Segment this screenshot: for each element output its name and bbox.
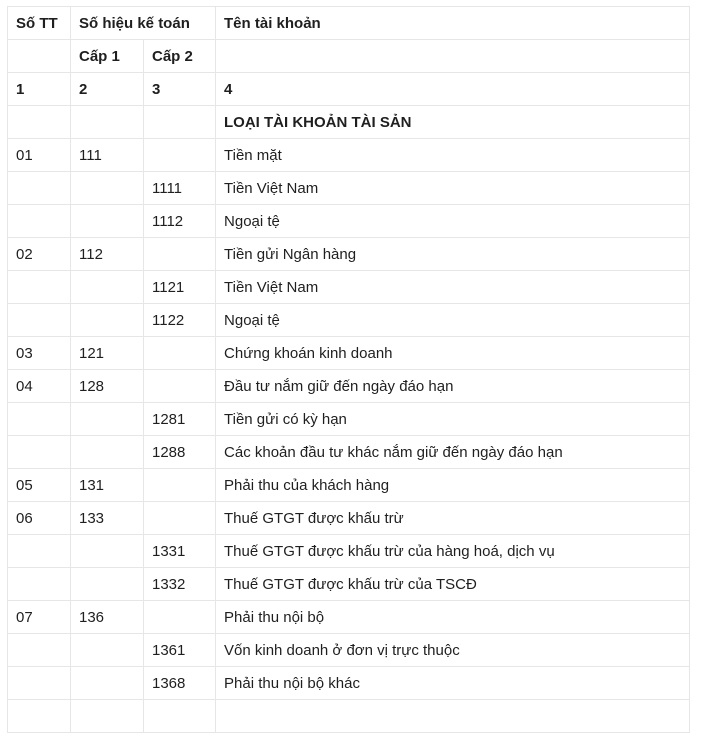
account-name-cell: Tiền Việt Nam — [216, 271, 690, 304]
account-name-cell: Tiền gửi Ngân hàng — [216, 238, 690, 271]
stt-cell: 02 — [8, 238, 71, 271]
stt-cell — [8, 403, 71, 436]
level2-code-cell: 1288 — [144, 436, 216, 469]
column-number-row — [8, 73, 690, 106]
stt-cell: 07 — [8, 601, 71, 634]
stt-cell — [8, 271, 71, 304]
level1-code-cell — [71, 568, 144, 601]
account-name-cell: Tiền mặt — [216, 139, 690, 172]
level2-code-cell — [144, 238, 216, 271]
level2-code-cell: 1331 — [144, 535, 216, 568]
account-name-cell: Đầu tư nắm giữ đến ngày đáo hạn — [216, 370, 690, 403]
level1-code-cell: 136 — [71, 601, 144, 634]
stt-cell: 05 — [8, 469, 71, 502]
table-row — [8, 172, 690, 205]
table-row — [8, 271, 690, 304]
level2-code-cell — [144, 469, 216, 502]
account-name-cell: Các khoản đầu tư khác nắm giữ đến ngày đáo hạn — [216, 436, 690, 469]
level2-code-cell — [144, 502, 216, 535]
stt-cell: 04 — [8, 370, 71, 403]
col-number: 2 — [71, 73, 144, 106]
table-row — [8, 469, 690, 502]
empty-cell — [71, 106, 144, 139]
stt-cell — [8, 436, 71, 469]
level2-code-cell: 1112 — [144, 205, 216, 238]
level1-code-cell — [71, 304, 144, 337]
account-name-cell: Ngoại tệ — [216, 304, 690, 337]
empty-cell — [8, 700, 71, 733]
stt-cell — [8, 667, 71, 700]
level1-code-cell — [71, 403, 144, 436]
level2-code-cell: 1111 — [144, 172, 216, 205]
level1-code-cell: 121 — [71, 337, 144, 370]
level1-code-cell — [71, 667, 144, 700]
account-name-cell: Phải thu nội bộ — [216, 601, 690, 634]
empty-cell — [71, 700, 144, 733]
header-level2: Cấp 2 — [144, 40, 216, 73]
level1-code-cell: 131 — [71, 469, 144, 502]
table-row — [8, 601, 690, 634]
level2-code-cell: 1368 — [144, 667, 216, 700]
table-row — [8, 535, 690, 568]
table-row — [8, 139, 690, 172]
level2-code-cell: 1361 — [144, 634, 216, 667]
account-name-cell: Chứng khoán kinh doanh — [216, 337, 690, 370]
section-row — [8, 106, 690, 139]
level2-code-cell: 1122 — [144, 304, 216, 337]
section-title: LOẠI TÀI KHOẢN TÀI SẢN — [216, 106, 690, 139]
stt-cell — [8, 634, 71, 667]
level1-code-cell — [71, 205, 144, 238]
level1-code-cell — [71, 172, 144, 205]
level1-code-cell — [71, 436, 144, 469]
stt-cell: 01 — [8, 139, 71, 172]
level1-code-cell — [71, 271, 144, 304]
header-level1: Cấp 1 — [71, 40, 144, 73]
level2-code-cell: 1332 — [144, 568, 216, 601]
table-row — [8, 700, 690, 733]
account-name-cell: Thuế GTGT được khấu trừ của TSCĐ — [216, 568, 690, 601]
stt-cell — [8, 172, 71, 205]
level2-code-cell — [144, 337, 216, 370]
level2-code-cell — [144, 139, 216, 172]
header-row — [8, 7, 690, 40]
level1-code-cell: 133 — [71, 502, 144, 535]
stt-cell — [8, 535, 71, 568]
table-row — [8, 568, 690, 601]
table-row — [8, 304, 690, 337]
account-name-cell: Thuế GTGT được khấu trừ của hàng hoá, dịch vụ — [216, 535, 690, 568]
table-row — [8, 205, 690, 238]
col-number: 3 — [144, 73, 216, 106]
col-number: 4 — [216, 73, 690, 106]
table-row — [8, 370, 690, 403]
account-name-cell: Thuế GTGT được khấu trừ — [216, 502, 690, 535]
level1-code-cell: 112 — [71, 238, 144, 271]
empty-cell — [144, 700, 216, 733]
stt-cell — [8, 304, 71, 337]
account-name-cell: Phải thu nội bộ khác — [216, 667, 690, 700]
table-row — [8, 337, 690, 370]
table-row — [8, 403, 690, 436]
table-row — [8, 634, 690, 667]
table-row — [8, 667, 690, 700]
header-stt: Số TT — [8, 7, 71, 40]
empty-cell — [144, 106, 216, 139]
account-name-cell: Tiền Việt Nam — [216, 172, 690, 205]
level1-code-cell — [71, 634, 144, 667]
table-row — [8, 238, 690, 271]
stt-cell: 06 — [8, 502, 71, 535]
level1-code-cell — [71, 535, 144, 568]
empty-cell — [8, 40, 71, 73]
header-account-code: Số hiệu kế toán — [71, 7, 216, 40]
level2-code-cell — [144, 370, 216, 403]
stt-cell: 03 — [8, 337, 71, 370]
account-name-cell: Phải thu của khách hàng — [216, 469, 690, 502]
level2-code-cell — [144, 601, 216, 634]
empty-cell — [216, 700, 690, 733]
header-subrow — [8, 40, 690, 73]
level1-code-cell: 128 — [71, 370, 144, 403]
level1-code-cell: 111 — [71, 139, 144, 172]
header-account-name: Tên tài khoản — [216, 7, 690, 40]
empty-cell — [216, 40, 690, 73]
account-name-cell: Tiền gửi có kỳ hạn — [216, 403, 690, 436]
level2-code-cell: 1281 — [144, 403, 216, 436]
empty-cell — [8, 106, 71, 139]
stt-cell — [8, 568, 71, 601]
col-number: 1 — [8, 73, 71, 106]
account-name-cell: Vốn kinh doanh ở đơn vị trực thuộc — [216, 634, 690, 667]
stt-cell — [8, 205, 71, 238]
level2-code-cell: 1121 — [144, 271, 216, 304]
account-name-cell: Ngoại tệ — [216, 205, 690, 238]
table-row — [8, 436, 690, 469]
chart-of-accounts-table — [7, 6, 690, 733]
table-row — [8, 502, 690, 535]
